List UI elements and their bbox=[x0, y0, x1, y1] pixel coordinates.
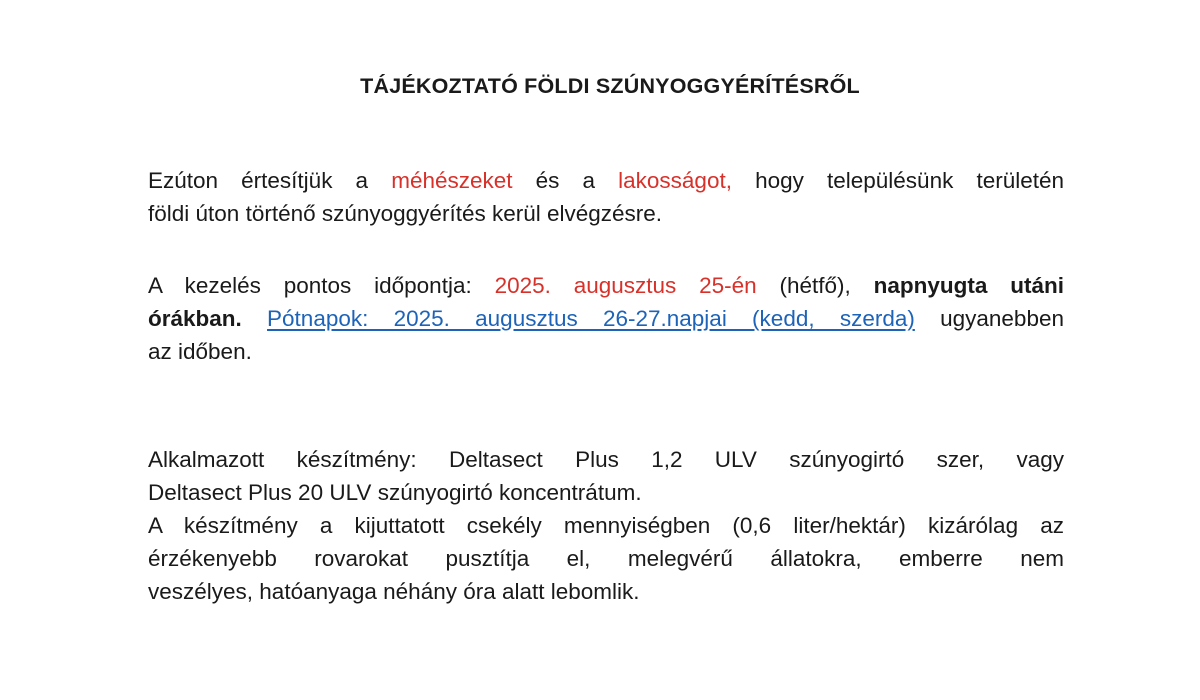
announcement-line-2: földi úton történő szúnyoggyérítés kerül elvégzésre. bbox=[148, 201, 663, 226]
treatment-time-part-2: órákban. bbox=[148, 306, 242, 331]
residents-highlight: lakosságot, bbox=[618, 168, 732, 193]
safety-line-1: A készítmény a kijuttatott csekély mennyiségben (0,6 liter/hektár) kizárólag az bbox=[148, 513, 1064, 538]
product-line-2: Deltasect Plus 20 ULV szúnyogirtó koncentrátum. bbox=[148, 480, 642, 505]
safety-line-3: veszélyes, hatóanyaga néhány óra alatt lebomlik. bbox=[148, 579, 640, 604]
schedule-line-2-end: ugyanebben bbox=[914, 306, 1064, 331]
schedule-line-2 bbox=[148, 302, 1064, 335]
safety-line-2: érzékenyebb rovarokat pusztítja el, melegvérű állatokra, emberre nem bbox=[148, 546, 1064, 571]
treatment-time-part-1: napnyugta utáni bbox=[873, 273, 1064, 298]
beekeepers-highlight: méhészeket bbox=[391, 168, 513, 193]
treatment-date: 2025. augusztus 25-én bbox=[494, 273, 757, 298]
schedule-intro: A kezelés pontos időpontja: bbox=[148, 273, 495, 298]
schedule-line-1 bbox=[148, 269, 1064, 302]
notice-paragraph-announcement bbox=[148, 164, 1064, 230]
notice-paragraph-product bbox=[148, 443, 1064, 509]
notice-paragraph-schedule bbox=[148, 269, 1064, 368]
treatment-day: (hétfő), bbox=[756, 273, 874, 298]
notice-title: TÁJÉKOZTATÓ FÖLDI SZÚNYOGGYÉRÍTÉSRŐL bbox=[360, 74, 860, 98]
notice-paragraph-safety bbox=[148, 509, 1064, 608]
announcement-intro: Ezúton értesítjük a bbox=[148, 168, 392, 193]
announcement-line-1-end: hogy településünk területén bbox=[731, 168, 1065, 193]
product-line-1: Alkalmazott készítmény: Deltasect Plus 1,2 ULV szúnyogirtó szer, vagy bbox=[148, 447, 1064, 472]
announcement-conjunction: és a bbox=[512, 168, 619, 193]
backup-days-link[interactable]: Pótnapok: 2025. augusztus 26-27.napjai (kedd, szerda) bbox=[267, 306, 915, 331]
schedule-line-3: az időben. bbox=[148, 339, 252, 364]
announcement-line-1 bbox=[148, 164, 1064, 197]
